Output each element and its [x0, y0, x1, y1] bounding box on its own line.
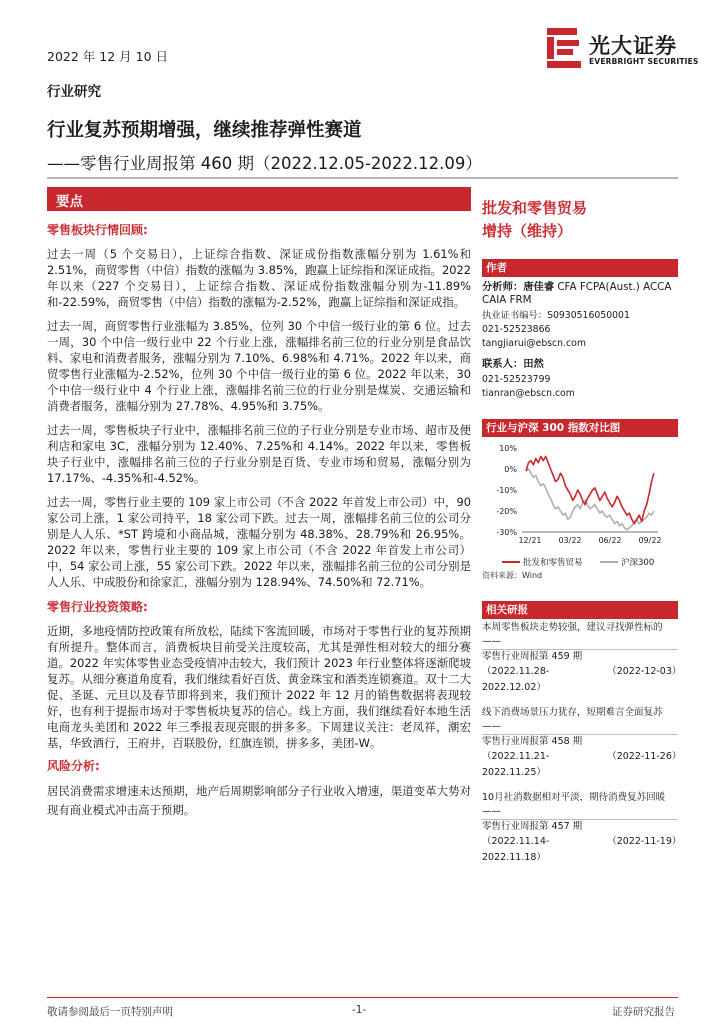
reports-heading: 相关研报	[482, 601, 678, 619]
contact-phone: 021-52523799	[482, 374, 551, 385]
chart-heading: 行业与沪深 300 指数对比图	[482, 419, 678, 437]
x-tick-label: 12/21	[518, 536, 542, 545]
report-date: （2022-11-19）	[607, 836, 682, 847]
series-line	[526, 469, 654, 530]
report-subtitle: ——零售行业周报第 460 期（2022.12.05-2022.12.09）	[47, 154, 482, 173]
y-tick-label: -30%	[496, 528, 517, 537]
chart-legend	[500, 556, 678, 568]
analyst-name: 唐佳睿	[523, 281, 555, 293]
legend-label-series-1: 批发和零售贸易	[523, 558, 583, 568]
report-range: （2022.11.14-2022.11.18）	[482, 836, 550, 863]
analyst-certs-2: CAIA FRM	[482, 294, 532, 306]
report-title[interactable]: 线下消费场景压力犹存，短期难言全面复苏——	[482, 706, 678, 735]
contact-email[interactable]: tianran@ebscn.com	[482, 388, 575, 399]
report-date-row	[482, 834, 682, 866]
report-range: （2022.11.28-2022.12.02）	[482, 666, 550, 693]
y-tick-label: 10%	[499, 444, 517, 453]
contact-name: 田然	[523, 358, 544, 370]
contact-line	[482, 358, 678, 371]
paragraph: 近期，多地疫情防控政策有所放松，陆续下客流回暖，市场对于零售行业的复苏预期有所提升。整体而言，消费板块目前受关注度较高，尤其是弹性相对较大的细分赛道。2022 年实体零售业态受疫情冲击较大，我们预计 2023 年行业整体将逐渐爬坡复苏。从细分赛道角度看，我们继续看好百货、黄金珠宝和酒类连锁赛道。双十二大促、圣诞、元旦以及春节即将到来，我们预计 2022 年 12 月的销售数据将表现较好，也有利于提振市场对于零售板块复苏的信心。线上方面，我们继续看好本地生活电商龙头美团和 2022 年三季报表现亮眼的拼多多。下周建议关注：老凤祥，潮宏基，华致酒行，王府井，百联股份，红旗连锁，拼多多，美团-W。	[47, 624, 471, 750]
report-item[interactable]	[482, 706, 682, 781]
report-title[interactable]: 本周零售板块走势较强，建议寻找弹性标的——	[482, 621, 678, 650]
everbright-logo-icon	[545, 26, 585, 70]
paragraph: 过去一周，零售行业主要的 109 家上市公司（不含 2022 年首发上市公司）中，90 家公司上涨，1 家公司持平，18 家公司下跌。过去一周，涨幅排名前三位的公司分别是人人乐、*ST 跨境和小商品城，涨幅分别为 48.38%、28.79%和 26.95%。2022 年以来，零售行业主要的 109 家上市公司（不含 2022 年首发上市公司）中，54 家公司上涨，55 家公司下跌。2022 年以来，涨幅排名前三位的公司分别是人人乐、中成股份和徐家汇，涨幅分别为 128.94%、74.50%和 72.71%。	[47, 495, 471, 589]
y-tick-label: 0%	[504, 465, 517, 474]
author-info	[482, 281, 678, 401]
report-name[interactable]: 零售行业周报第 457 期	[482, 821, 583, 832]
x-tick-label: 09/22	[638, 536, 662, 545]
analyst-certs: CFA FCPA(Aust.) ACCA	[557, 281, 672, 293]
license-number: 执业证书编号：S0930516050001	[482, 310, 630, 321]
report-name[interactable]: 零售行业周报第 458 期	[482, 736, 583, 747]
legend-svg	[500, 556, 678, 568]
footer-report-type: 证券研究报告	[612, 1006, 675, 1018]
report-item[interactable]	[482, 621, 682, 696]
x-tick-label: 06/22	[598, 536, 622, 545]
report-date: （2022-12-03）	[607, 666, 682, 677]
related-reports	[482, 621, 682, 876]
analyst-phone: 021-52523866	[482, 324, 551, 335]
report-date-row	[482, 749, 682, 781]
report-item[interactable]	[482, 791, 682, 866]
report-date-row	[482, 664, 682, 696]
header-divider	[47, 177, 678, 179]
report-title: 行业复苏预期增强，继续推荐弹性赛道	[47, 120, 362, 141]
logo	[545, 26, 699, 70]
x-tick-label: 03/22	[558, 536, 582, 545]
industry-name: 批发和零售贸易	[482, 199, 588, 217]
report-range: （2022.11.21-2022.11.25）	[482, 751, 550, 778]
logo-text-en: EVERBRIGHT SECURITIES	[589, 57, 699, 66]
author-heading: 作者	[482, 259, 678, 277]
report-name[interactable]: 零售行业周报第 459 期	[482, 651, 583, 662]
summary-bar	[47, 187, 471, 211]
rating: 增持（维持）	[482, 222, 573, 240]
report-date: 2022 年 12 月 10 日	[47, 49, 168, 64]
summary-body	[47, 221, 471, 820]
logo-text-cn: 光大证券	[589, 34, 677, 58]
y-tick-label: -20%	[496, 507, 517, 516]
footer-disclaimer[interactable]: 敬请参阅最后一页特别声明	[47, 1006, 173, 1018]
legend-label-series-2: 沪深300	[621, 558, 655, 568]
analyst-label: 分析师：	[482, 281, 524, 293]
analyst-email[interactable]: tangjiarui@ebscn.com	[482, 338, 586, 349]
index-comparison-chart	[482, 440, 678, 570]
section-title-strategy: 零售行业投资策略:	[47, 600, 148, 614]
analyst-line	[482, 281, 678, 294]
paragraph: 居民消费需求增速未达预期，地产后周期影响部分子行业收入增速，渠道变革大势对现有商业模式冲击高于预期。	[47, 784, 471, 817]
chart-source: 资料来源：Wind	[482, 571, 543, 580]
section-title-market-review: 零售板块行情回顾:	[47, 223, 148, 237]
section-title-risk: 风险分析:	[47, 759, 100, 773]
summary-heading: 要点	[56, 194, 83, 210]
report-title[interactable]: 10月社消数据相对平淡，期待消费复苏回暖——	[482, 791, 678, 820]
report-date: （2022-11-26）	[607, 751, 682, 762]
paragraph: 过去一周（5 个交易日），上证综合指数、深证成份指数涨幅分别为 1.61%和 2.51%，商贸零售（中信）指数的涨幅为 3.85%，跑赢上证综指和深证成指。2022 年以来（227 个交易日），上证综合指数、深证成份指数涨幅分别为-11.89%和-22.59%，商贸零售（中信）指数的涨幅为-2.52%，跑赢上证综指和深证成指。	[47, 247, 471, 309]
paragraph: 过去一周，商贸零售行业涨幅为 3.85%，位列 30 个中信一级行业的第 6 位。过去一周，30 个中信一级行业中 22 个行业上涨，涨幅排名前三位的行业分别是食品饮料、家电和消费者服务，涨幅分别为 7.10%、6.98%和 4.71%。2022 年以来，商贸零售行业涨幅为-2.52%，位列 30 个中信一级行业的第 6 位。2022 年以来，30 个中信一级行业中 4 个行业上涨，涨幅排名前三位的行业分别是煤炭、交通运输和消费者服务，涨幅分别为 27.78%、4.95%和 3.75%。	[47, 319, 471, 413]
contact-label: 联系人：	[482, 358, 524, 370]
footer-divider	[47, 997, 678, 998]
paragraph: 过去一周，零售板块子行业中，涨幅排名前三位的子行业分别是专业市场、超市及便利店和家电 3C，涨幅分别为 12.40%、7.25%和 4.14%。2022 年以来，零售板块子行业中，涨幅排名前三位的子行业分别是百货、专业市场和贸易，涨幅分别为 17.17%、-4.35%和-4.52%。	[47, 423, 471, 485]
page-number: -1-	[352, 1004, 367, 1016]
report-category: 行业研究	[47, 84, 101, 100]
y-tick-label: -10%	[496, 486, 517, 495]
series-line	[526, 456, 654, 523]
